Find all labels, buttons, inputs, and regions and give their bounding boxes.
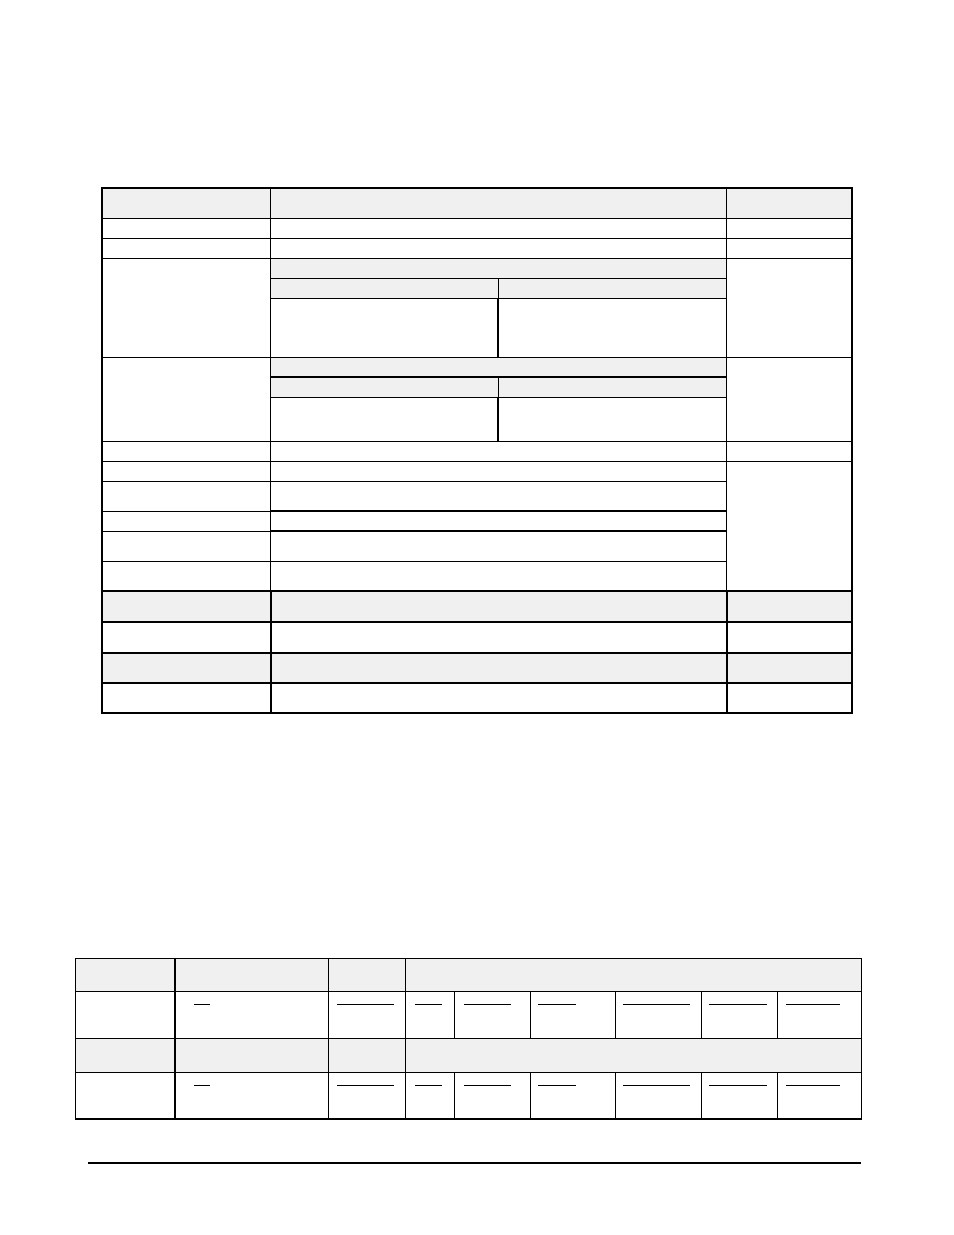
table-2-data-cell: [777, 991, 862, 1039]
table-2-data-cell: [701, 1072, 778, 1120]
blank-line: [337, 1085, 394, 1086]
section-row-value: [726, 683, 853, 714]
section-row-label: [101, 652, 272, 684]
table-2-data-cell: [777, 1072, 862, 1120]
blank-line: [623, 1004, 690, 1005]
group-b-right-value: [498, 397, 727, 442]
table-row: [101, 481, 271, 512]
table-2-data-cell: [174, 1072, 329, 1120]
table-2-data-cell: [454, 1072, 531, 1120]
table-2-data-cell: [328, 991, 406, 1039]
table-row: [726, 441, 853, 462]
table-row: [101, 218, 271, 239]
group-b-left-value: [270, 397, 499, 442]
table-row: [101, 511, 271, 532]
table-2-header-cell: [75, 1038, 175, 1073]
section-row-value: [726, 622, 853, 654]
blank-line: [786, 1085, 840, 1086]
blank-line: [623, 1085, 690, 1086]
table-row: [101, 561, 271, 592]
section-row-label: [101, 590, 272, 623]
lower-rows-value: [726, 461, 853, 592]
table-2-header-cell: [328, 958, 406, 992]
section-row-content: [270, 683, 728, 714]
table-2-data-cell: [615, 991, 702, 1039]
table-row: [270, 238, 727, 259]
table-row: [270, 441, 727, 462]
table-2-data-cell: [174, 991, 329, 1039]
section-row-content: [270, 590, 728, 623]
blank-line: [337, 1004, 394, 1005]
blank-line: [709, 1004, 767, 1005]
table-2-data-cell: [530, 991, 616, 1039]
group-a-title: [270, 258, 727, 279]
table-2-data-cell: [405, 991, 455, 1039]
blank-line: [415, 1004, 442, 1005]
table-row: [270, 561, 727, 592]
group-a-col-left: [270, 278, 499, 299]
table-2-header-cell: [405, 1038, 862, 1073]
footer-rule: [88, 1162, 861, 1164]
table-2-data-cell: [454, 991, 531, 1039]
table-2-header-cell: [405, 958, 862, 992]
blank-line: [538, 1004, 576, 1005]
group-b-label: [101, 357, 271, 442]
group-b-title: [270, 357, 727, 378]
table-1-header-value: [726, 187, 853, 219]
blank-line: [194, 1004, 210, 1005]
blank-line: [464, 1004, 511, 1005]
table-row: [270, 218, 727, 239]
group-a-value: [726, 258, 853, 358]
table-row: [101, 531, 271, 562]
group-a-col-right: [498, 278, 727, 299]
table-2-data-cell: [615, 1072, 702, 1120]
table-2-left-border: [174, 958, 176, 1120]
table-2-header-cell: [75, 958, 175, 992]
group-a-label: [101, 258, 271, 358]
table-row: [270, 481, 727, 512]
section-row-label: [101, 622, 272, 654]
section-row-content: [270, 622, 728, 654]
table-row: [270, 511, 727, 532]
table-2-data-cell: [701, 991, 778, 1039]
blank-line: [538, 1085, 576, 1086]
table-row: [270, 531, 727, 562]
table-2-header-cell: [174, 958, 329, 992]
table-2-bottom-border: [75, 1118, 862, 1120]
section-row-label: [101, 683, 272, 714]
table-2-data-cell: [75, 991, 175, 1039]
table-2-data-cell: [530, 1072, 616, 1120]
group-b-value: [726, 357, 853, 442]
table-1-header-content: [270, 187, 727, 219]
table-row: [101, 441, 271, 462]
group-b-col-right: [498, 377, 727, 398]
blank-line: [709, 1085, 767, 1086]
blank-line: [786, 1004, 840, 1005]
table-2-header-cell: [328, 1038, 406, 1073]
group-a-left-value: [270, 298, 499, 358]
section-row-value: [726, 652, 853, 684]
table-2-data-cell: [405, 1072, 455, 1120]
group-a-right-value: [498, 298, 727, 358]
table-row: [726, 238, 853, 259]
section-row-value: [726, 590, 853, 623]
table-row: [101, 238, 271, 259]
table-1-header-label: [101, 187, 271, 219]
blank-line: [194, 1085, 210, 1086]
table-row: [270, 461, 727, 482]
table-2-header-cell: [174, 1038, 329, 1073]
blank-line: [415, 1085, 442, 1086]
table-row: [101, 461, 271, 482]
blank-line: [464, 1085, 511, 1086]
table-2-data-cell: [328, 1072, 406, 1120]
group-b-col-left: [270, 377, 499, 398]
table-row: [726, 218, 853, 239]
table-2-data-cell: [75, 1072, 175, 1120]
section-row-content: [270, 652, 728, 684]
